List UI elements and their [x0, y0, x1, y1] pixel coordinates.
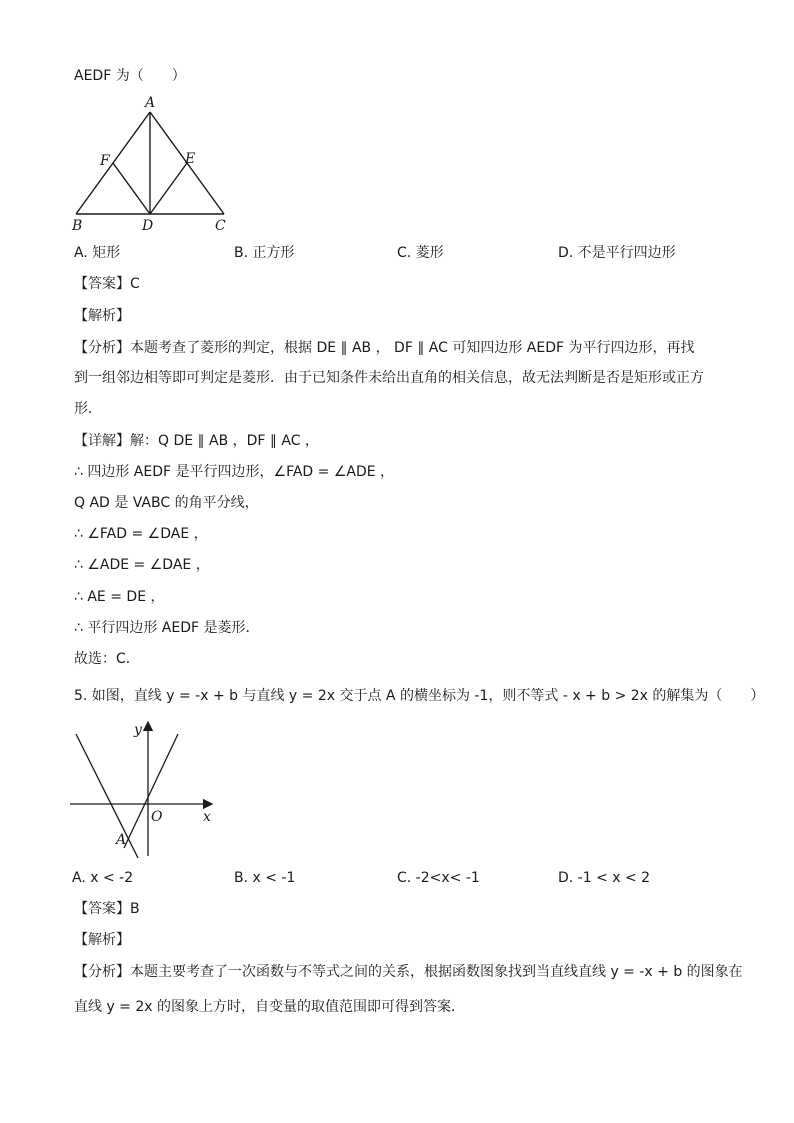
- q4-detail-2: ∴ 四边形 AEDF 是平行四边形，∠FAD = ∠ADE ，: [74, 464, 395, 480]
- q5-option-c: C. -2<x< -1: [397, 870, 480, 886]
- q5-analysis-line-2: 直线 y = 2x 的图象上方时，自变量的取值范围即可得到答案．: [74, 999, 466, 1015]
- origin-label-o: O: [151, 809, 163, 825]
- q4-analysis-line-3: 形．: [74, 401, 102, 417]
- q4-triangle-figure: [66, 92, 246, 238]
- q5-analysis-title: 【解析】: [74, 932, 130, 948]
- q4-detail-4: ∴ ∠FAD = ∠DAE ，: [74, 526, 208, 542]
- q5-stem: 5. 如图，直线 y = -x + b 与直线 y = 2x 交于点 A 的横坐标为 -1，则不等式 - x + b > 2x 的解集为（ ）: [74, 688, 765, 704]
- q4-option-c: C. 菱形: [397, 245, 444, 261]
- q4-option-d: D. 不是平行四边形: [558, 245, 676, 261]
- axis-label-x: x: [203, 809, 211, 825]
- q4-detail-5: ∴ ∠ADE = ∠DAE ，: [74, 557, 210, 573]
- q5-answer: 【答案】B: [74, 901, 140, 917]
- q5-option-b: B. x < -1: [234, 870, 296, 886]
- q5-graph-figure: [66, 716, 226, 862]
- q4-detail-7: ∴ 平行四边形 AEDF 是菱形．: [74, 620, 260, 636]
- q4-conclusion: 故选：C．: [74, 651, 140, 667]
- q4-option-a: A. 矩形: [74, 245, 121, 261]
- q4-detail-3: Q AD 是 VABC 的角平分线，: [74, 495, 259, 511]
- q5-option-a: A. x < -2: [72, 870, 134, 886]
- label-E: E: [185, 151, 196, 167]
- label-A: A: [145, 95, 156, 111]
- label-F: F: [100, 153, 110, 169]
- label-D: D: [142, 218, 154, 234]
- q4-stem: AEDF 为（ ）: [74, 68, 186, 84]
- q4-detail-1: 【详解】解：Q DE ∥ AB ，DF ∥ AC ，: [74, 433, 319, 449]
- axis-label-y: y: [134, 722, 142, 738]
- label-B: B: [72, 218, 83, 234]
- point-label-a: A: [116, 832, 127, 848]
- q5-option-d: D. -1 < x < 2: [558, 870, 651, 886]
- q4-analysis-line-2: 到一组邻边相等即可判定是菱形．由于已知条件未给出直角的相关信息，故无法判断是否是矩形或正方: [74, 370, 704, 386]
- q5-analysis-line-1: 【分析】本题主要考查了一次函数与不等式之间的关系，根据函数图象找到当直线直线 y = -x + b 的图象在: [74, 964, 743, 980]
- q4-analysis-title: 【解析】: [74, 308, 130, 324]
- q4-detail-6: ∴ AE = DE ，: [74, 589, 165, 605]
- q4-option-b: B. 正方形: [234, 245, 295, 261]
- q4-answer: 【答案】C: [74, 276, 140, 292]
- label-C: C: [215, 218, 226, 234]
- q4-analysis-line-1: 【分析】本题考查了菱形的判定，根据 DE ∥ AB ， DF ∥ AC 可知四边形 AEDF 为平行四边形，再找: [74, 340, 695, 356]
